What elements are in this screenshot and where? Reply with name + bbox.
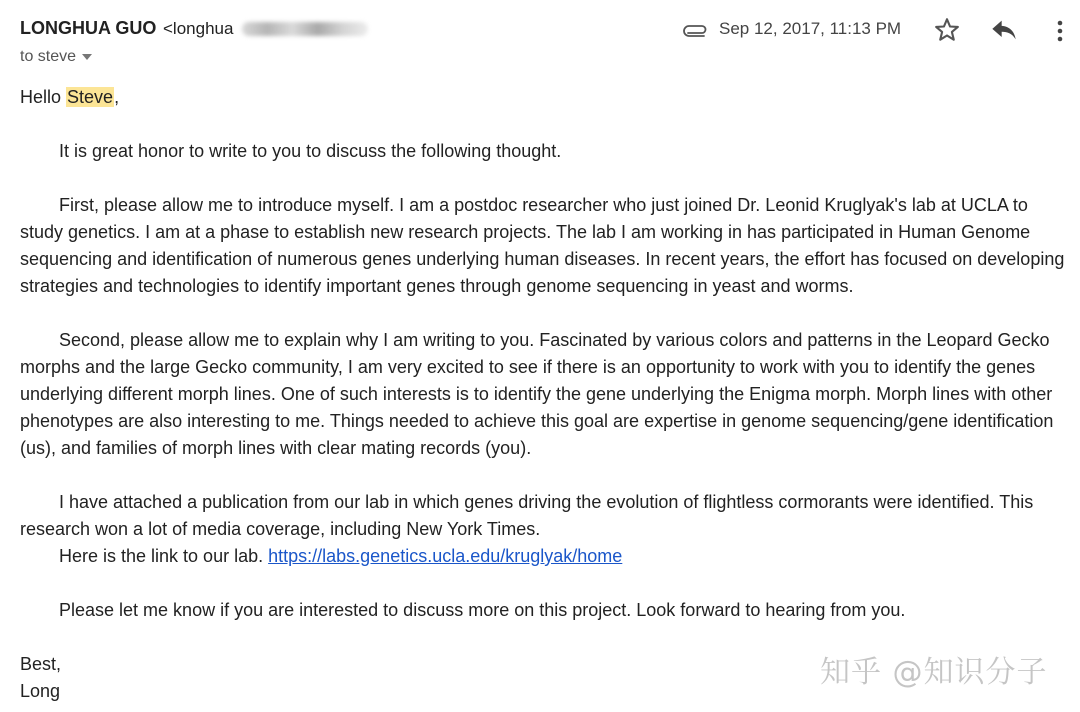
chevron-down-icon[interactable]: [82, 54, 92, 60]
star-icon[interactable]: [933, 16, 961, 44]
more-vert-icon[interactable]: [1050, 18, 1070, 44]
sender-name: LONGHUA GUO: [20, 18, 157, 38]
lab-link[interactable]: https://labs.genetics.ucla.edu/kruglyak/home: [268, 546, 623, 566]
email-header: [20, 18, 1066, 42]
paragraph-5: Here is the link to our lab. https://labs.genetics.ucla.edu/kruglyak/home: [59, 546, 623, 566]
sender-email: <longhua: [163, 19, 234, 38]
watermark: 知乎 @知识分子: [820, 655, 1048, 690]
email-body: [20, 84, 1070, 705]
email-date: Sep 12, 2017, 11:13 PM: [719, 19, 902, 38]
recipient-text: to steve: [20, 48, 77, 65]
paperclip-icon: [683, 22, 709, 38]
greeting: Hello Steve,: [20, 87, 120, 107]
paragraph-3: Second, please allow me to explain why I am writing to you. Fascinated by various colors and patterns in the Leopard Gecko morphs and the large Gecko community, I am very excited to see if there is an opportunity to work with you to identify the genes underlying different morph lines. One of such interests is to identify the gene underlying the Enigma morph. Morph lines with other phenotypes are also interesting to me. Things needed to achieve this goal are expertise in genome sequencing/gene identification (us), and families of morph lines with clear mating records (you).: [20, 330, 1054, 458]
paragraph-2: First, please allow me to introduce myself. I am a postdoc researcher who just joined Dr. Leonid Kruglyak's lab at UCLA to study genetics. I am at a phase to establish new research projects. The lab I am working in has participated in Human Genome sequencing and identification of numerous genes underlying human diseases. In recent years, the effort has focused on developing strategies and technologies to identify important genes through genome sequencing in yeast and worms.: [20, 195, 1065, 296]
closing: Best,: [20, 654, 62, 674]
redacted-email: [242, 22, 368, 36]
reply-icon[interactable]: [990, 18, 1018, 42]
paragraph-4: I have attached a publication from our lab in which genes driving the evolution of flightless cormorants were identified. This research won a lot of media coverage, including New York Times.: [20, 492, 1034, 539]
paragraph-1: It is great honor to write to you to discuss the following thought.: [59, 141, 562, 161]
highlighted-name: Steve: [67, 87, 114, 107]
recipient-line[interactable]: [20, 48, 92, 66]
signature: Long: [20, 681, 61, 701]
paragraph-6: Please let me know if you are interested to discuss more on this project. Look forward to hearing from you.: [59, 600, 906, 620]
